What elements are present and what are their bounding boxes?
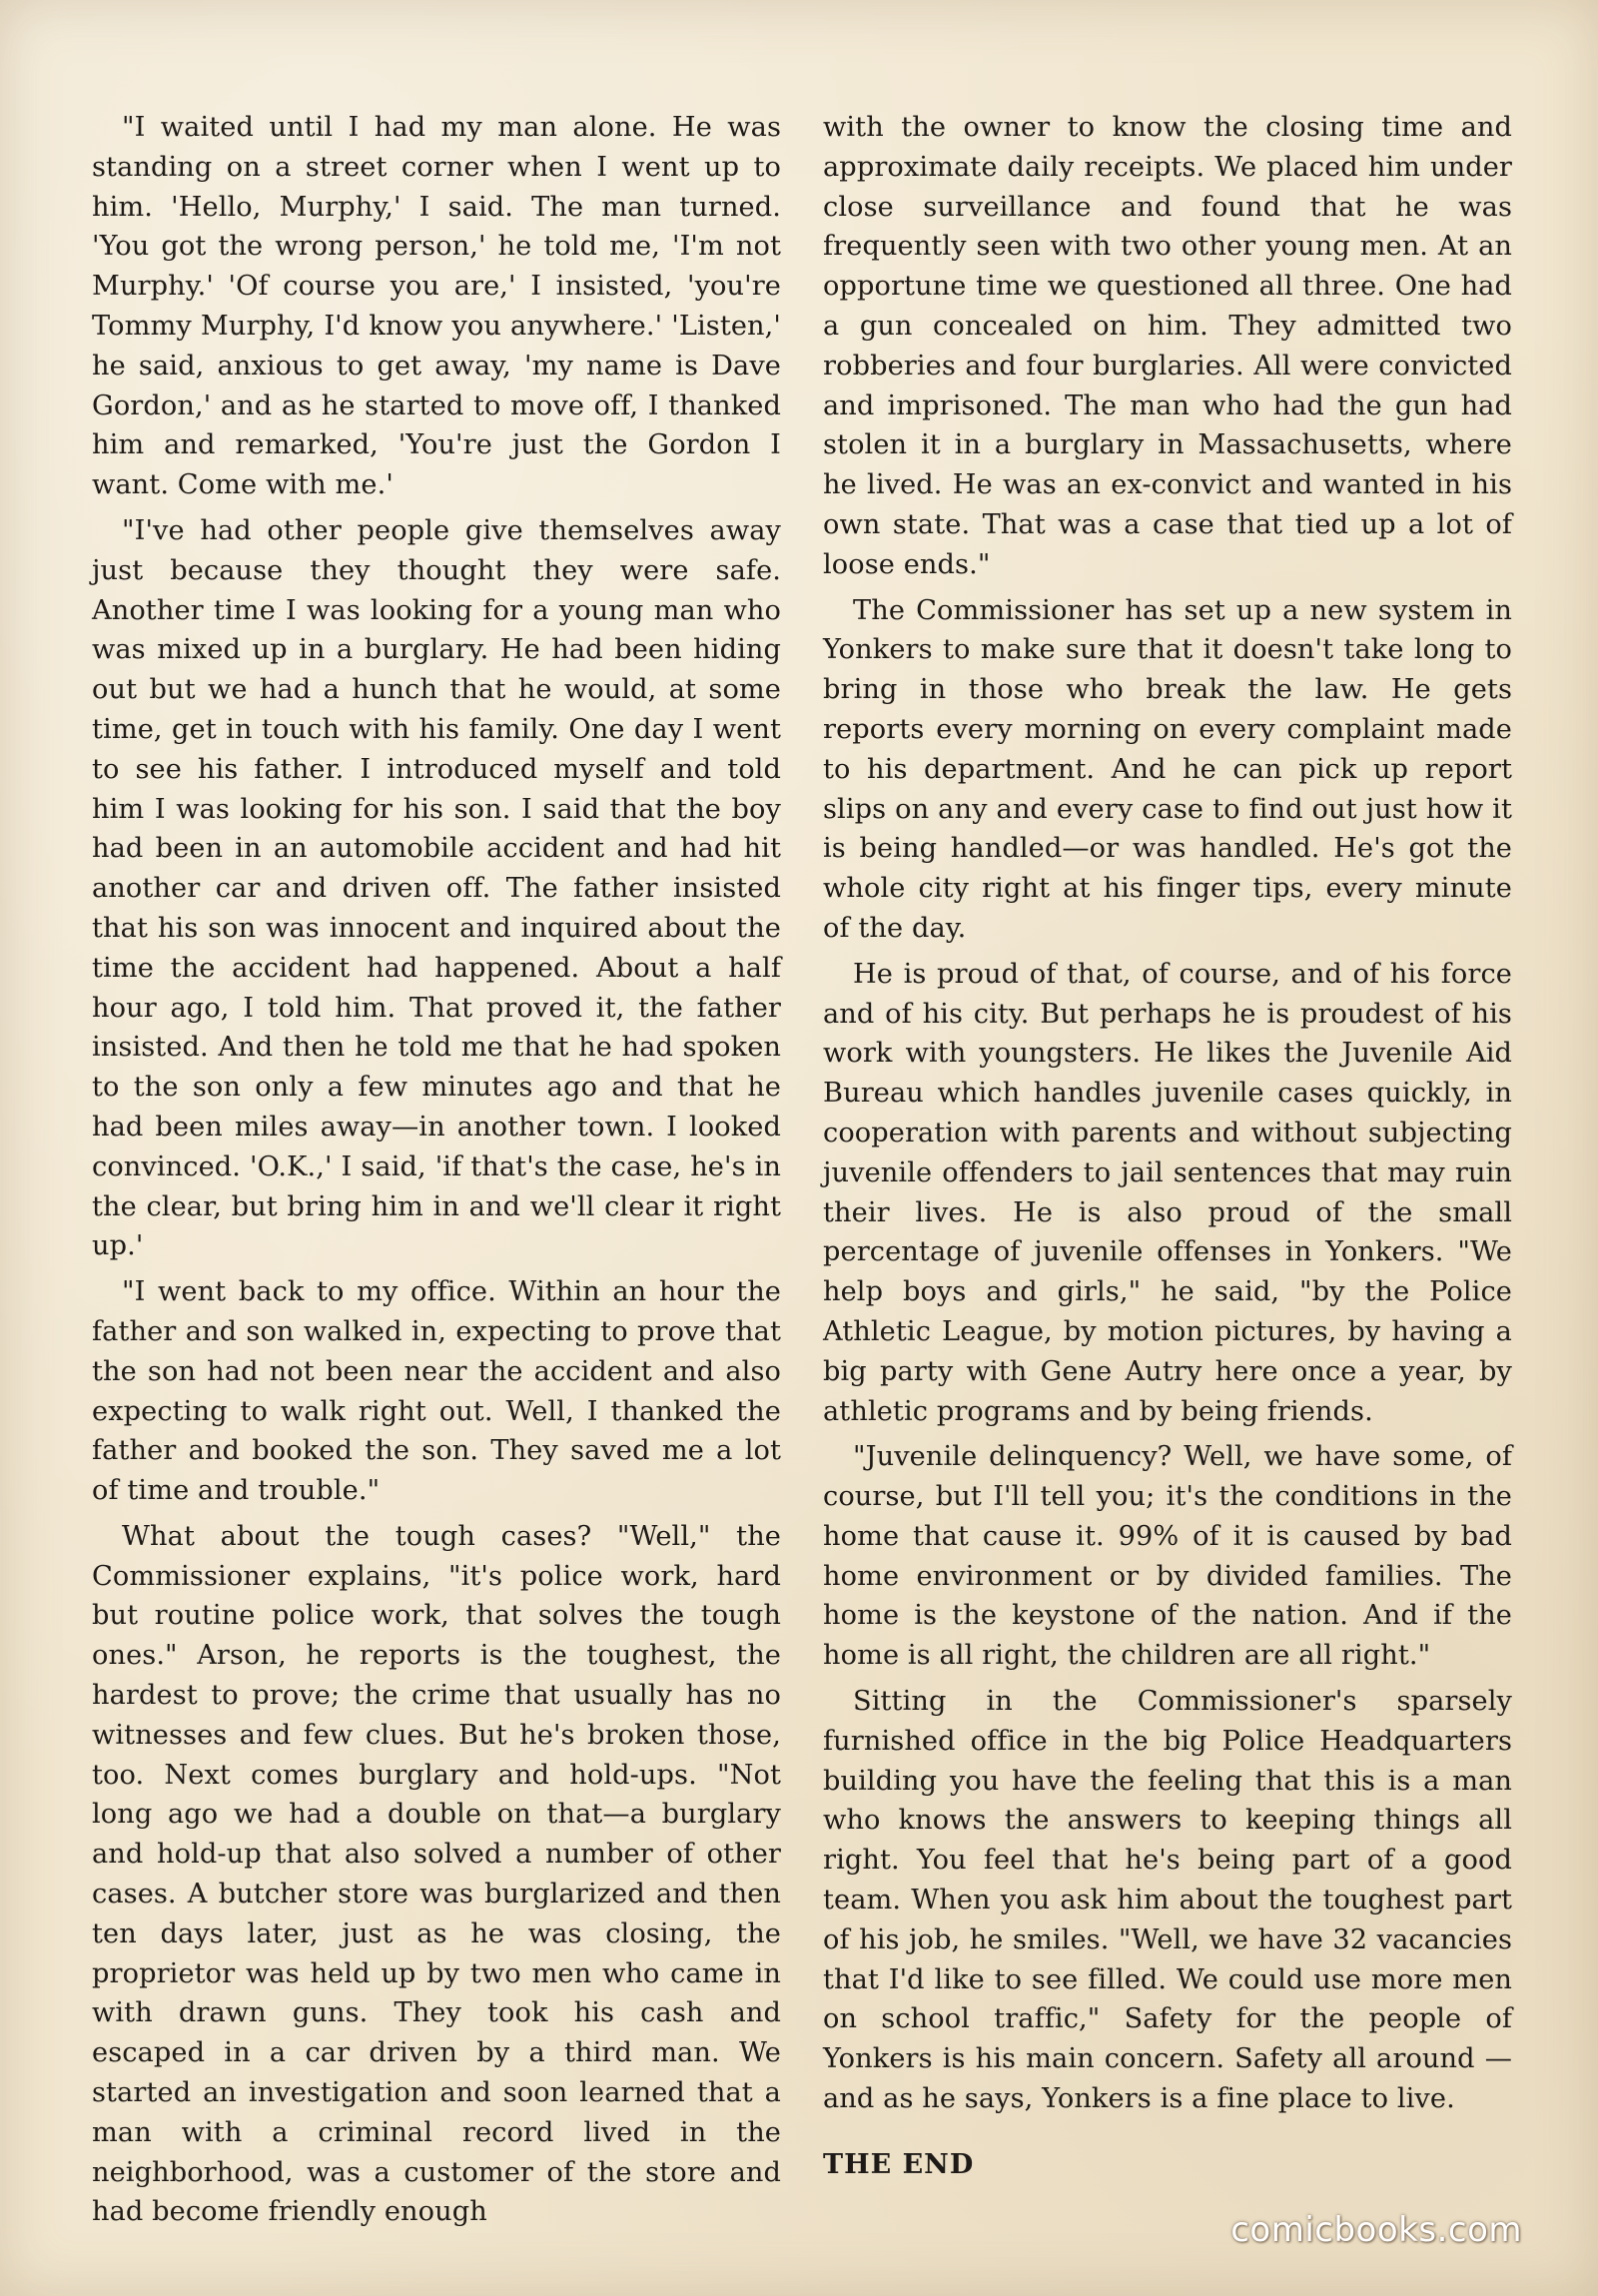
article-paragraph: He is proud of that, of course, and of his force and of his city. But perhaps he is proudest of his work with youngsters. He likes the Juvenile Aid Bureau which handles juvenile cases quickly, in cooperation with parents and without subjecting juvenile offenders to jail sentences that may ruin their lives. He is also proud of the small percentage of juvenile offenses in Yonkers. "We help boys and girls," he said, "by the Police Athletic League, by motion pictures, by having a big party with Gene Autry here once a year, by athletic programs and by being friends. bbox=[823, 958, 1512, 1427]
article-column-left bbox=[92, 108, 781, 2238]
article-paragraph: Sitting in the Commissioner's sparsely furnished office in the big Police Headquarters building you have the feeling that this is a man who knows the answers to keeping things all right. You feel that he's being part of a good team. When you ask him about the toughest part of his job, he smiles. "Well, we have 32 vacancies that I'd like to see filled. We could use more men on school traffic," Safety for the people of Yonkers is his main concern. Safety all around —and as he says, Yonkers is a fine place to live. bbox=[823, 1686, 1512, 2115]
the-end-label: THE END bbox=[823, 2148, 975, 2180]
article-paragraph: The Commissioner has set up a new system in Yonkers to make sure that it doesn't take long to bring in those who break the law. He gets reports every morning on every complaint made to his department. And he can pick up report slips on any and every case to find out just how it is being handled—or was handled. He's got the whole city right at his finger tips, every minute of the day. bbox=[823, 594, 1512, 944]
article-paragraph: What about the tough cases? "Well," the Commissioner explains, "it's police work, hard but routine police work, that solves the tough ones." Arson, he reports is the toughest, the hardest to prove; the crime that usually has no witnesses and few clues. But he's broken those, too. Next comes burglary and hold-ups. "Not long ago we had a double on that—a burglary and hold-up that also solved a number of other cases. A butcher store was burglarized and then ten days later, just as he was closing, the proprietor was held up by two men who came in with drawn guns. They took his cash and escaped in a car driven by a third man. We started an investigation and soon learned that a man with a criminal record lived in the neighborhood, was a customer of the store and had become friendly enough bbox=[92, 1520, 781, 2228]
article-paragraph: "I've had other people give themselves away just because they thought they were safe. Another time I was looking for a young man who was mixed up in a burglary. He had been hiding out but we had a hunch that he would, at some time, get in touch with his family. One day I went to see his father. I introduced myself and told him I was looking for his son. I said that the boy had been in an automobile accident and had hit another car and driven off. The father insisted that his son was innocent and inquired about the time the accident had happened. About a half hour ago, I told him. That proved it, the father insisted. And then he told me that he had spoken to the son only a few minutes ago and that he had been miles away—in another town. I looked convinced. 'O.K.,' I said, 'if that's the case, he's in the clear, but bring him in and we'll clear it right up.' bbox=[92, 514, 781, 1262]
article-column-right bbox=[823, 108, 1512, 2191]
site-watermark: comicbooks.com bbox=[1230, 2210, 1522, 2250]
article-paragraph: with the owner to know the closing time and approximate daily receipts. We placed him under close surveillance and found that he was frequently seen with two other young men. At an opportune time we questioned all three. One had a gun concealed on him. They admitted two robberies and four burglaries. All were convicted and imprisoned. The man who had the gun had stolen it in a burglary in Massachusetts, where he lived. He was an ex-convict and wanted in his own state. That was a case that tied up a lot of loose ends." bbox=[823, 112, 1512, 580]
article-paragraph: "Juvenile delinquency? Well, we have some, of course, but I'll tell you; it's the conditions in the home that cause it. 99% of it is caused by bad home environment or by divided families. The home is the keystone of the nation. And if the home is all right, the children are all right." bbox=[823, 1441, 1512, 1672]
article-paragraph: "I went back to my office. Within an hour the father and son walked in, expecting to prove that the son had not been near the accident and also expecting to walk right out. Well, I thanked the father and booked the son. They saved me a lot of time and trouble." bbox=[92, 1276, 781, 1507]
article-paragraph: "I waited until I had my man alone. He was standing on a street corner when I went up to him. 'Hello, Murphy,' I said. The man turned. 'You got the wrong person,' he told me, 'I'm not Murphy.' 'Of course you are,' I insisted, 'you're Tommy Murphy, I'd know you anywhere.' 'Listen,' he said, anxious to get away, 'my name is Dave Gordon,' and as he started to move off, I thanked him and remarked, 'You're just the Gordon I want. Come with me.' bbox=[92, 112, 781, 501]
